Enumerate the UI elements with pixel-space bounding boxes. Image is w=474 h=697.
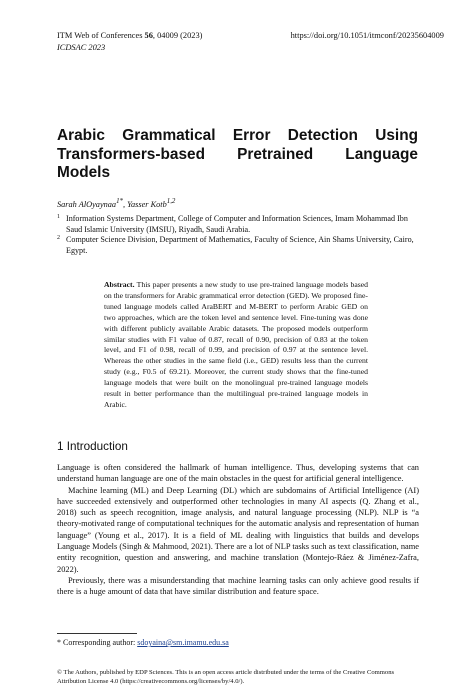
paragraph-2: Machine learning (ML) and Deep Learning (DL) which are subdomains of Artificial Intelligence (AI) have succeeded extensively and outperformed other technologies in many AI aspects (Q. Zhang et al., 2018) such as speech recognition, image analysis, and natural language processing (NLP). NLP is “a theory-motivated range of computational techniques for the automatic analysis and representation of human language” (Young et al., 2017). It is a field of ML dealing with linguistics that builds and develops Language Models (Singh & Mahmood, 2021). There are a lot of NLP tasks such as text classification, name entity recognition, question and answering, and machine translation (Montejo-Ráez & Jiménez-Zafra, 2022). (57, 485, 419, 574)
author-separator: , (122, 199, 128, 209)
volume-number: 56 (144, 31, 153, 40)
affiliation-1-mark: 1 (57, 214, 60, 220)
affiliations (57, 214, 421, 256)
conference-name: ICDSAC 2023 (57, 43, 106, 52)
article-info: , 04009 (2023) (152, 31, 203, 40)
abstract-label: Abstract. (104, 280, 135, 289)
affiliation-1-text: Information Systems Department, College of Computer and Information Sciences, Imam Mohammad Ibn Saud Islamic University (IMSIU), Riyadh, Saudi Arabia. (66, 214, 408, 234)
affiliation-2-text: Computer Science Division, Department of Mathematics, Faculty of Science, Ain Shams University, Cairo, Egypt. (66, 235, 414, 255)
affiliation-2-mark: 2 (57, 235, 60, 242)
author-2-given: Yasser (127, 199, 149, 209)
corresponding-email-link[interactable]: sdoyaina@sm.imamu.edu.sa (137, 638, 229, 647)
paper-title: Arabic Grammatical Error Detection Using Transformers-based Pretrained Language Models (57, 127, 418, 181)
author-2-surname: Kotb (148, 199, 167, 209)
abstract (104, 280, 368, 411)
journal-line (57, 30, 202, 42)
author-1-surname: AlOyaynaa (76, 199, 117, 209)
paragraph-3: Previously, there was a misunderstanding that machine learning tasks can only achieve good results if there is a huge amount of data that have similar distribution and feature space. (57, 575, 419, 597)
author-1-marks: 1* (116, 198, 123, 205)
abstract-text: This paper presents a new study to use pre-trained language models based on the transformers for Arabic grammatical error detection (GED). We proposed fine-tuned language models called AraBERT and M-BERT to perform Arabic GED on two approaches, which are the token level and sentence level. Fine-tuning was done with different publicly available Arabic datasets. The proposed models outperform similar studies with F1 value of 0.87, recall of 0.90, precision of 0.83 at the token level, and F1 of 0.98, recall of 0.99, and precision of 0.97 at the sentence level. Whereas the other studies in the same field (i.e., GED) results less than the current study (e.g., F0.5 of 69.21). Moreover, the current study shows that the fine-tuned language models that were built on the monolingual pre-trained language models result in better performance than the multilingual pre-trained language models in Arabic. (104, 280, 368, 409)
footnote-label: * Corresponding author: (57, 638, 138, 647)
journal-prefix: ITM Web of Conferences (57, 31, 145, 40)
section-number: 1 (57, 440, 64, 453)
copyright-notice: © The Authors, published by EDP Sciences. This is an open access article distributed under the terms of the Creative Commons Attribution License 4.0 (https://creativecommons.org/licenses/by/4.0/). (57, 669, 395, 686)
affiliation-1 (57, 214, 421, 235)
section-heading (57, 440, 128, 453)
affiliation-2 (57, 235, 421, 256)
paragraph-1: Language is often considered the hallmark of human intelligence. Thus, developing systems that can understand human language are one of the main obstacles in the quest for artificial general intelligence. (57, 463, 419, 484)
author-1-given: Sarah (57, 199, 77, 209)
author-list (57, 198, 175, 209)
author-2-marks: 1,2 (166, 198, 176, 205)
footnote-divider (57, 633, 137, 634)
section-title: Introduction (63, 440, 128, 453)
section-body (57, 462, 419, 598)
footnote (57, 638, 229, 647)
doi-link[interactable]: https://doi.org/10.1051/itmconf/20235604009 (290, 31, 444, 40)
running-header-left (57, 30, 202, 54)
